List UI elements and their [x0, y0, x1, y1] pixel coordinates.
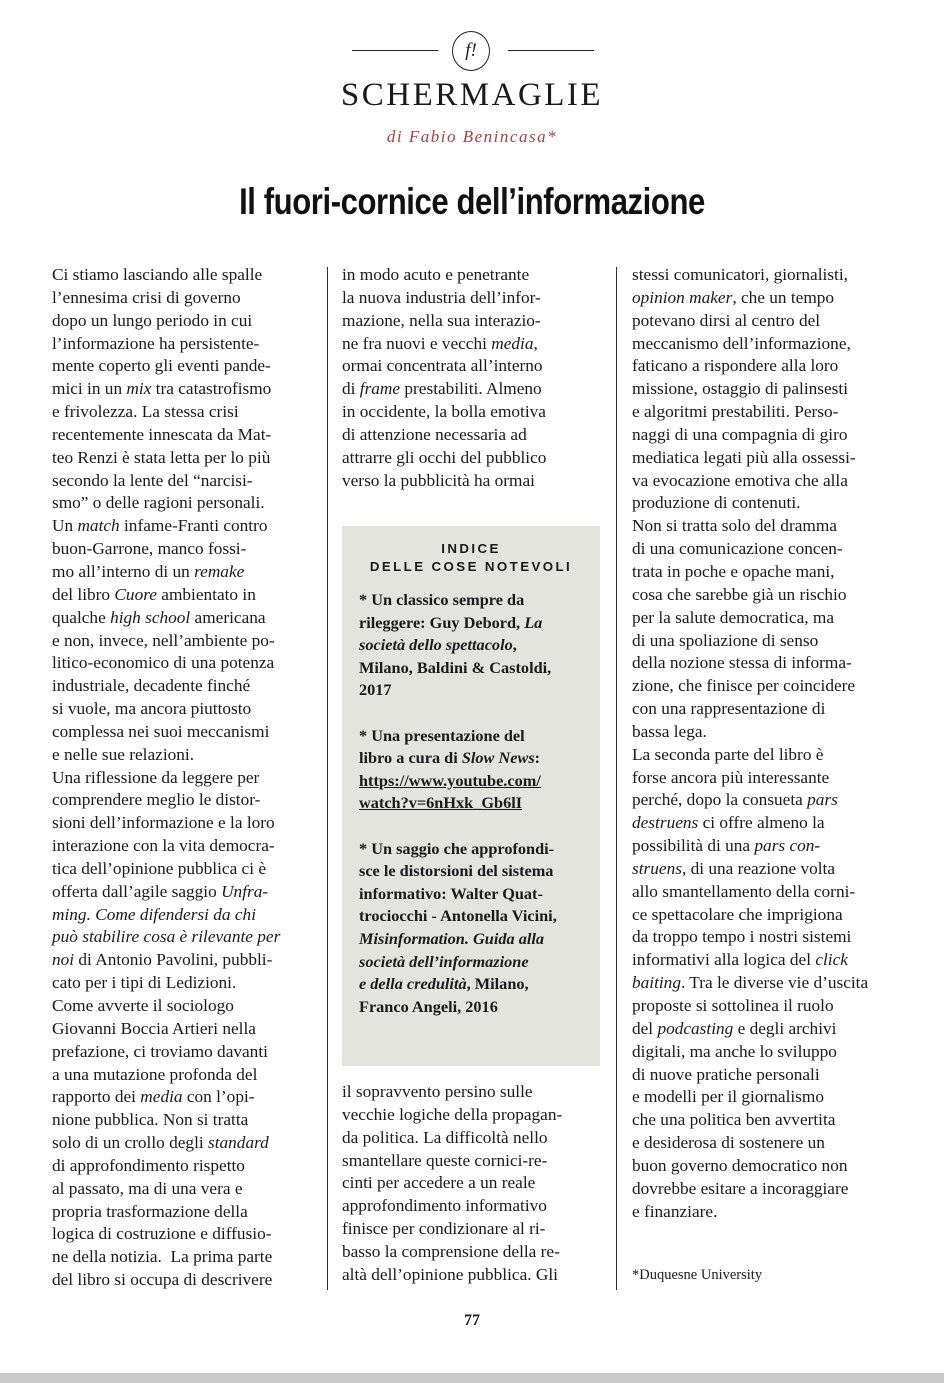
italic-text: Slow News [461, 748, 535, 768]
column-divider [327, 267, 328, 1290]
text-run: : [534, 748, 541, 768]
text-line [632, 310, 868, 333]
italic-text: high school [110, 607, 191, 627]
text-line [52, 310, 280, 333]
text-line [632, 972, 868, 995]
text-run: che una politica ben avvertita [632, 1110, 836, 1130]
text-run: ci offre almeno la [698, 813, 825, 833]
text-run: interazione con la vita democra- [52, 836, 275, 856]
text-line [632, 858, 868, 881]
text-line [359, 905, 557, 928]
text-line [359, 973, 557, 996]
text-line [52, 447, 280, 470]
text-line [52, 607, 280, 630]
text-line [359, 702, 557, 725]
text-run: in occidente, la bolla emotiva [342, 402, 546, 422]
text-run: basso la comprensione della re- [342, 1241, 560, 1261]
text-run: altà dell’opinione pubblica. Gli [342, 1264, 558, 1284]
page-bottom-edge [0, 1373, 944, 1383]
column-title: SCHERMAGLIE [340, 77, 604, 113]
text-run: 2017 [359, 680, 392, 700]
text-line [632, 949, 868, 972]
text-run: naggi di una compagnia di giro [632, 424, 848, 444]
text-line [359, 996, 557, 1019]
text-run: attrarre gli occhi del pubblico [342, 447, 547, 467]
italic-text: media [140, 1087, 183, 1107]
text-run: Giovanni Boccia Artieri nella [52, 1018, 256, 1038]
text-line [632, 904, 868, 927]
text-line [52, 424, 280, 447]
article-column-2-top [342, 264, 546, 492]
text-line [342, 1195, 562, 1218]
text-line [359, 815, 557, 838]
text-line [52, 287, 280, 310]
text-run: Milano, Baldini & Castoldi, [359, 657, 552, 677]
text-run: litico-economico di una potenza [52, 653, 275, 673]
italic-text: Misinformation. Guida alla [359, 928, 545, 948]
text-line [52, 835, 280, 858]
text-line [632, 1109, 868, 1132]
text-line [342, 264, 546, 287]
text-run: ne fra nuovi e vecchi [342, 333, 492, 353]
text-line [359, 883, 557, 906]
text-run: finisce per condizionare al ri- [342, 1219, 546, 1239]
text-line [52, 333, 280, 356]
text-line [52, 561, 280, 584]
text-line [52, 995, 280, 1018]
article-column-1 [52, 264, 280, 1292]
text-line [632, 698, 868, 721]
text-run: teo Renzi è stata letta per lo più [52, 447, 271, 467]
text-run: logica di costruzione e diffusio- [52, 1224, 272, 1244]
text-line [359, 928, 557, 951]
text-run: forse ancora più interessante [632, 767, 830, 787]
text-run: mente coperto gli eventi pande- [52, 356, 271, 376]
text-line [52, 812, 280, 835]
text-run: ce spettacolare che imprigiona [632, 904, 843, 924]
text-line [632, 561, 868, 584]
text-run: dovrebbe esitare a incoraggiare [632, 1178, 849, 1198]
italic-text: Unfra- [221, 881, 269, 901]
text-run: con una rappresentazione di [632, 699, 826, 719]
text-run: trata in poche e opache mani, [632, 561, 835, 581]
text-run: faticano a rispondere alla loro [632, 356, 839, 376]
sidebar-title: INDICE DELLE COSE NOTEVOLI [369, 541, 573, 574]
article-column-3 [632, 264, 868, 1223]
text-run: ambientato in [156, 584, 256, 604]
text-run: libro a cura di [359, 748, 462, 768]
text-line [632, 584, 868, 607]
text-line [52, 378, 280, 401]
text-run: Una riflessione da leggere per [52, 767, 260, 787]
text-line [342, 447, 546, 470]
text-line [52, 538, 280, 561]
text-run: mediatica legati più alla ossessi- [632, 447, 856, 467]
italic-text: pars [807, 790, 838, 810]
text-run: buon-Garrone, manco fossi- [52, 539, 247, 559]
text-run: al passato, ma di una vera e [52, 1178, 243, 1198]
text-line [52, 470, 280, 493]
text-run: si vuole, ma ancora piuttosto [52, 699, 252, 719]
text-run: americana [190, 607, 266, 627]
text-run: sioni dell’informazione e la loro [52, 813, 275, 833]
italic-text: ming. Come difendersi da chi [52, 904, 256, 924]
text-run: Come avverte il sociologo [52, 996, 234, 1015]
text-line [342, 401, 546, 424]
text-line [632, 470, 868, 493]
italic-text: destruens [632, 813, 699, 833]
text-run: * Un classico sempre da [359, 590, 525, 609]
text-run: l’ennesima crisi di governo [52, 287, 241, 307]
text-line [52, 264, 280, 287]
text-line [632, 1064, 868, 1087]
text-line [632, 995, 868, 1018]
text-run: * Un saggio che approfondi- [359, 838, 555, 858]
text-run: perché, dopo la consueta [632, 790, 808, 810]
text-run: l’informazione ha persistente- [52, 333, 260, 353]
text-line [342, 1150, 562, 1173]
text-run: e finanziare. [632, 1201, 718, 1221]
text-line [359, 747, 557, 770]
text-run: sce le distorsioni del sistema [359, 861, 554, 881]
text-run: Ci stiamo lasciando alle spalle [52, 265, 263, 284]
text-run: di attenzione necessaria ad [342, 424, 527, 444]
italic-text: remake [194, 561, 245, 581]
page-number: 77 [464, 1312, 480, 1329]
article-headline: Il fuori-cornice dell’informazione [239, 181, 705, 222]
text-line [52, 1041, 280, 1064]
text-run: recentemente innescata da Mat- [52, 424, 272, 444]
text-line [632, 812, 868, 835]
text-line [632, 424, 868, 447]
italic-text: e della credulità [359, 974, 467, 994]
text-line [342, 1127, 562, 1150]
text-line [359, 838, 557, 861]
text-run: , che un tempo [732, 287, 835, 307]
text-run: nione pubblica. Non si tratta [52, 1110, 249, 1130]
text-line [52, 721, 280, 744]
text-line [632, 1178, 868, 1201]
text-run: comprendere meglio le distor- [52, 790, 261, 810]
text-run: mo all’interno di un [52, 561, 195, 581]
text-line [342, 1241, 562, 1264]
text-run: buon governo democratico non [632, 1155, 848, 1175]
text-run: ne della notizia. La prima parte [52, 1247, 273, 1267]
text-line [52, 1086, 280, 1109]
text-run: trociocchi - Antonella Vicini, [359, 906, 557, 926]
text-run: prefazione, ci troviamo davanti [52, 1041, 268, 1061]
text-line [632, 767, 868, 790]
video-link[interactable]: https://www.youtube.com/ [359, 770, 541, 790]
text-line [52, 630, 280, 653]
text-line [52, 858, 280, 881]
italic-text: baiting [632, 973, 681, 993]
text-line [342, 424, 546, 447]
text-run: Un [52, 516, 78, 536]
text-line [52, 515, 280, 538]
text-run: allo smantellamento della corni- [632, 881, 856, 901]
text-run: produzione di contenuti. [632, 493, 801, 513]
text-line [632, 447, 868, 470]
text-run: propria trasformazione della [52, 1201, 248, 1221]
text-line [52, 584, 280, 607]
sidebar-box [342, 526, 600, 1066]
masthead-rule-left [352, 50, 438, 51]
text-line [632, 492, 868, 515]
text-run: digitali, ma anche lo sviluppo [632, 1041, 837, 1061]
italic-text: struens [632, 858, 682, 878]
italic-text: può stabilire cosa è rilevante per [52, 927, 281, 947]
text-run: tra catastrofismo [151, 379, 272, 399]
text-line [359, 725, 557, 748]
text-line [342, 287, 546, 310]
italic-text: pars con- [754, 836, 821, 856]
text-run: del libro si occupa di descrivere [52, 1270, 273, 1290]
text-run: e degli archivi [733, 1018, 837, 1038]
text-line [632, 287, 868, 310]
text-run: di approfondimento rispetto [52, 1155, 245, 1175]
text-line [632, 630, 868, 653]
text-line [632, 1086, 868, 1109]
italic-text: podcasting [657, 1018, 734, 1038]
text-run: meccanismo dell’informazione, [632, 333, 851, 353]
text-line [52, 652, 280, 675]
text-line [359, 679, 557, 702]
text-line [52, 949, 280, 972]
text-run: La seconda parte del libro è [632, 744, 824, 764]
text-line [342, 1218, 562, 1241]
text-line [359, 634, 557, 657]
italic-text: società dell’informazione [359, 951, 529, 971]
text-run: bassa lega. [632, 721, 707, 741]
text-line [52, 1064, 280, 1087]
text-line [52, 1246, 280, 1269]
text-run: vecchie logiche della propagan- [342, 1104, 563, 1124]
text-run: . Tra le diverse vie d’uscita [680, 973, 869, 993]
text-line [52, 1201, 280, 1224]
italic-text: La [524, 612, 543, 632]
italic-text: media [491, 333, 534, 353]
text-run: ormai concentrata all’interno [342, 356, 543, 376]
text-line [359, 589, 557, 612]
text-run: dopo un lungo periodo in cui [52, 310, 253, 330]
text-line [359, 657, 557, 680]
text-line [632, 1201, 868, 1224]
text-run: mazione, nella sua interazio- [342, 310, 541, 330]
text-run: smantellare queste cornici-re- [342, 1150, 548, 1170]
text-run: , di una reazione volta [681, 858, 836, 878]
text-run: e non, invece, nell’ambiente po- [52, 630, 275, 650]
text-run: del [632, 1018, 658, 1038]
text-line [342, 310, 546, 333]
text-line [632, 721, 868, 744]
text-run: cato per i tipi di Ledizioni. [52, 973, 237, 993]
text-line [52, 881, 280, 904]
text-line [359, 770, 557, 793]
text-line [632, 1041, 868, 1064]
text-line [632, 538, 868, 561]
text-run: offerta dall’agile saggio [52, 881, 222, 901]
text-run: proposte si sottolinea il ruolo [632, 996, 834, 1015]
text-run: di [342, 379, 360, 399]
text-line [52, 926, 280, 949]
text-run: rapporto dei [52, 1087, 141, 1107]
italic-text: mix [126, 379, 152, 399]
text-run: potevano dirsi al centro del [632, 310, 821, 330]
text-line [632, 378, 868, 401]
text-run: di Antonio Pavolini, pubbli- [74, 950, 273, 970]
text-line [342, 355, 546, 378]
text-run: , Milano, [466, 974, 529, 994]
text-run: di una spoliazione di senso [632, 630, 819, 650]
text-line [632, 1155, 868, 1178]
text-run: approfondimento informativo [342, 1196, 547, 1216]
text-run: e desiderosa di sostenere un [632, 1133, 825, 1153]
text-run: del libro [52, 584, 115, 604]
text-run: della nozione stessa di informa- [632, 653, 852, 673]
text-line [632, 515, 868, 538]
text-line [52, 355, 280, 378]
text-line [52, 492, 280, 515]
sidebar-body [359, 589, 557, 1018]
italic-text: Cuore [114, 584, 157, 604]
text-run: rileggere: Guy Debord, [359, 612, 525, 632]
text-run: la nuova industria dell’infor- [342, 287, 541, 307]
italic-text: noi [52, 950, 75, 970]
text-line [342, 333, 546, 356]
text-run: verso la pubblicità ha ormai [342, 470, 535, 490]
text-line [342, 1172, 562, 1195]
text-line [52, 675, 280, 698]
text-line [342, 1104, 562, 1127]
text-run: cinti per accedere a un reale [342, 1173, 536, 1193]
text-line [632, 926, 868, 949]
text-run: possibilità di una [632, 836, 755, 856]
text-line [359, 612, 557, 635]
text-line [342, 1081, 562, 1104]
text-line [632, 355, 868, 378]
text-run: * Una presentazione del [359, 725, 525, 745]
text-line [632, 607, 868, 630]
text-line [359, 860, 557, 883]
text-line [359, 792, 557, 815]
italic-text: opinion maker [632, 287, 733, 307]
text-run: e modelli per il giornalismo [632, 1087, 824, 1107]
text-run: missione, ostaggio di palinsesti [632, 379, 849, 399]
text-line [52, 1155, 280, 1178]
column-divider [616, 267, 617, 1290]
text-line [52, 1223, 280, 1246]
text-run: cosa che sarebbe già un rischio [632, 584, 847, 604]
text-line [632, 333, 868, 356]
text-line [632, 789, 868, 812]
text-line [52, 1018, 280, 1041]
italic-text: standard [208, 1133, 269, 1153]
text-line [632, 401, 868, 424]
text-line [632, 835, 868, 858]
text-line [52, 1132, 280, 1155]
text-line [342, 378, 546, 401]
text-line [632, 1132, 868, 1155]
text-line [52, 698, 280, 721]
text-line [359, 951, 557, 974]
text-run: di una comunicazione concen- [632, 539, 843, 559]
text-line [632, 675, 868, 698]
text-run: stessi comunicatori, giornalisti, [632, 265, 848, 284]
text-line [632, 744, 868, 767]
text-run: prestabiliti. Almeno [400, 379, 542, 399]
text-line [632, 264, 868, 287]
text-line [52, 767, 280, 790]
text-run: va evocazione emotiva che alla [632, 470, 848, 490]
text-line [632, 1018, 868, 1041]
text-run: smo” o delle ragioni personali. [52, 493, 265, 513]
text-run: informativi alla logica del [632, 950, 816, 970]
text-run: il sopravvento persino sulle [342, 1082, 533, 1101]
text-run: tica dell’opinione pubblica ci è [52, 858, 267, 878]
text-run: , [533, 333, 538, 353]
text-run: complessa nei suoi meccanismi [52, 721, 270, 741]
text-run: con l’opi- [182, 1087, 255, 1107]
text-run: zione, che finisce per coincidere [632, 676, 856, 696]
article-column-2-bottom [342, 1081, 562, 1287]
text-run: mici in un [52, 379, 127, 399]
text-run: Franco Angeli, 2016 [359, 996, 498, 1016]
italic-text: click [815, 950, 848, 970]
text-line [52, 1178, 280, 1201]
f-logo-icon: f! [452, 31, 490, 71]
text-line [632, 881, 868, 904]
footnote: *Duquesne University [632, 1267, 763, 1283]
text-run: a una mutazione profonda del [52, 1064, 258, 1084]
italic-text: match [77, 516, 120, 536]
text-run: in modo acuto e penetrante [342, 265, 530, 284]
text-run: industriale, decadente finché [52, 676, 251, 696]
text-run: e nelle sue relazioni. [52, 744, 195, 764]
video-link[interactable]: watch?v=6nHxk_Gb6lI [359, 793, 523, 813]
text-run: Non si tratta solo del dramma [632, 516, 837, 536]
text-line [52, 972, 280, 995]
text-run: infame-Franti contro [119, 516, 268, 536]
text-line [632, 652, 868, 675]
text-line [52, 401, 280, 424]
text-run: solo di un crollo degli [52, 1133, 208, 1153]
text-run: e frivolezza. La stessa crisi [52, 402, 239, 422]
text-run: di nuove pratiche personali [632, 1064, 820, 1084]
text-run: e algoritmi prestabiliti. Perso- [632, 402, 839, 422]
text-run: secondo la lente del “narcisi- [52, 470, 253, 490]
text-line [52, 1109, 280, 1132]
italic-text: frame [359, 379, 401, 399]
text-run: per la salute democratica, ma [632, 607, 834, 627]
text-line [52, 904, 280, 927]
text-line [342, 1264, 562, 1287]
text-run: qualche [52, 607, 111, 627]
column-author: di Fabio Benincasa* [386, 127, 558, 146]
text-line [52, 744, 280, 767]
text-run: da politica. La difficoltà nello [342, 1127, 548, 1147]
text-line [52, 789, 280, 812]
text-line [342, 470, 546, 493]
text-line [52, 1269, 280, 1292]
masthead-rule-right [508, 50, 594, 51]
italic-text: società dello spettacolo [359, 635, 513, 655]
text-run: da troppo tempo i nostri sistemi [632, 927, 852, 947]
text-run: , [512, 635, 517, 655]
text-run: informativo: Walter Quat- [359, 883, 543, 903]
